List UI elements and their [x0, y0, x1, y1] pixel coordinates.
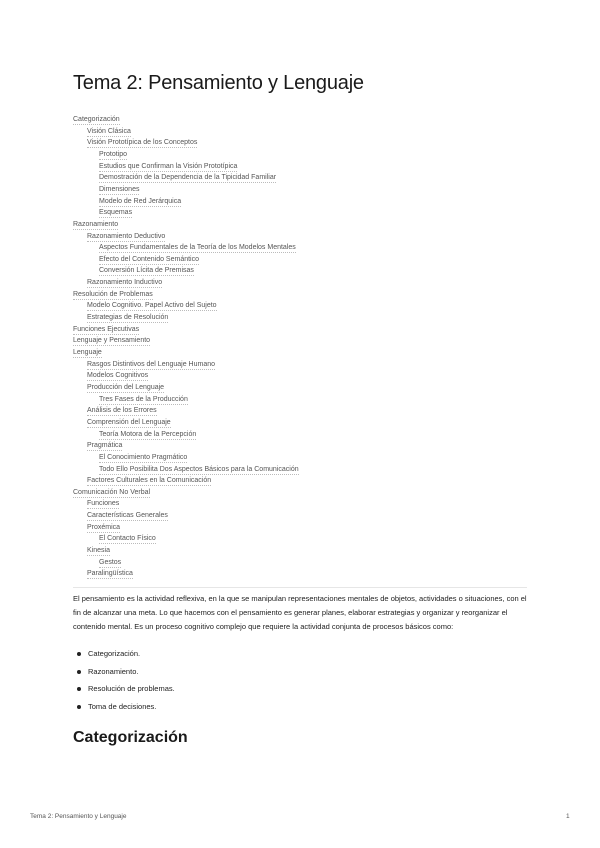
- toc-entry[interactable]: Esquemas: [99, 209, 133, 217]
- list-item: Razonamiento.: [73, 665, 175, 683]
- intro-paragraph: El pensamiento es la actividad reflexiva, en la que se manipulan representaciones mentales de objetos, actividades o situaciones, con el fin de alcanzar una meta. Lo que hacemos con el pensamiento es generar planes, elaborar estrategias y organizar y reorganizar el contenido mental. Es un proceso cognitivo complejo que requiere la actividad conjunta de procesos básicos como:: [73, 594, 527, 631]
- toc-entry[interactable]: Lenguaje y Pensamiento: [73, 337, 151, 345]
- list-item: Resolución de problemas.: [73, 682, 175, 700]
- toc-entry[interactable]: Funciones Ejecutivas: [73, 325, 140, 333]
- toc-entry[interactable]: Modelo Cognitivo. Papel Activo del Sujeto: [87, 302, 217, 310]
- document-title: Tema 2: Pensamiento y Lenguaje: [73, 72, 364, 94]
- toc-entry[interactable]: Razonamiento Deductivo: [87, 232, 166, 240]
- toc-entry[interactable]: Comprensión del Lenguaje: [87, 418, 171, 426]
- toc-entry[interactable]: Funciones: [87, 500, 120, 508]
- toc-entry[interactable]: Análisis de los Errores: [87, 407, 157, 415]
- toc-entry[interactable]: Resolución de Problemas: [73, 290, 153, 298]
- list-item: Toma de decisiones.: [73, 700, 175, 718]
- toc-entry[interactable]: El Conocimiento Pragmático: [99, 453, 188, 461]
- toc-entry[interactable]: Modelo de Red Jerárquica: [99, 197, 182, 205]
- section-heading: Categorización: [73, 729, 188, 746]
- toc-entry[interactable]: Razonamiento: [73, 220, 119, 228]
- toc-entry[interactable]: Visión Prototípica de los Conceptos: [87, 139, 198, 147]
- toc-entry[interactable]: Categorización: [73, 116, 120, 123]
- toc-entry[interactable]: Comunicación No Verbal: [73, 488, 151, 496]
- toc-entry[interactable]: Teoría Motora de la Percepción: [99, 430, 197, 438]
- toc-entry[interactable]: Prototipo: [99, 150, 128, 158]
- toc-entry[interactable]: Aspectos Fundamentales de la Teoría de los Modelos Mentales: [99, 244, 296, 252]
- footer-title: Tema 2: Pensamiento y Lenguaje: [30, 813, 127, 820]
- toc-entry[interactable]: Razonamiento Inductivo: [87, 279, 163, 287]
- toc-entry[interactable]: Gestos: [99, 558, 122, 566]
- toc-entry[interactable]: Proxémica: [87, 523, 121, 531]
- toc-entry[interactable]: Demostración de la Dependencia de la Tipicidad Familiar: [99, 174, 277, 182]
- toc-entry[interactable]: Kinesia: [87, 547, 110, 555]
- toc-entry[interactable]: Estrategias de Resolución: [87, 314, 169, 322]
- bullet-list: [73, 647, 175, 718]
- toc-entry[interactable]: Características Generales: [87, 512, 168, 520]
- toc-entry[interactable]: Estudios que Confirman la Visión Prototípica: [99, 162, 238, 170]
- divider: [73, 587, 527, 588]
- toc-entry[interactable]: El Contacto Físico: [99, 535, 156, 543]
- toc-entry[interactable]: Todo Ello Posibilita Dos Aspectos Básicos para la Comunicación: [99, 465, 299, 473]
- toc-entry[interactable]: Lenguaje: [73, 349, 102, 356]
- toc-entry[interactable]: Tres Fases de la Producción: [99, 395, 188, 403]
- toc-entry[interactable]: Paralingüística: [87, 570, 133, 578]
- toc-entry[interactable]: Dimensiones: [99, 185, 140, 193]
- toc-entry[interactable]: Factores Culturales en la Comunicación: [87, 477, 212, 485]
- toc-entry[interactable]: Producción del Lenguaje: [87, 383, 165, 391]
- toc-entry[interactable]: Conversión Lícita de Premisas: [99, 267, 194, 275]
- toc-entry[interactable]: Rasgos Distintivos del Lenguaje Humano: [87, 360, 216, 368]
- toc-entry[interactable]: Efecto del Contenido Semántico: [99, 255, 200, 263]
- page-number: 1: [566, 813, 570, 820]
- toc-entry[interactable]: Modelos Cognitivos: [87, 372, 149, 380]
- list-item: Categorización.: [73, 647, 175, 665]
- toc-entry[interactable]: Pragmática: [87, 442, 123, 450]
- toc-entry[interactable]: Visión Clásica: [87, 127, 131, 135]
